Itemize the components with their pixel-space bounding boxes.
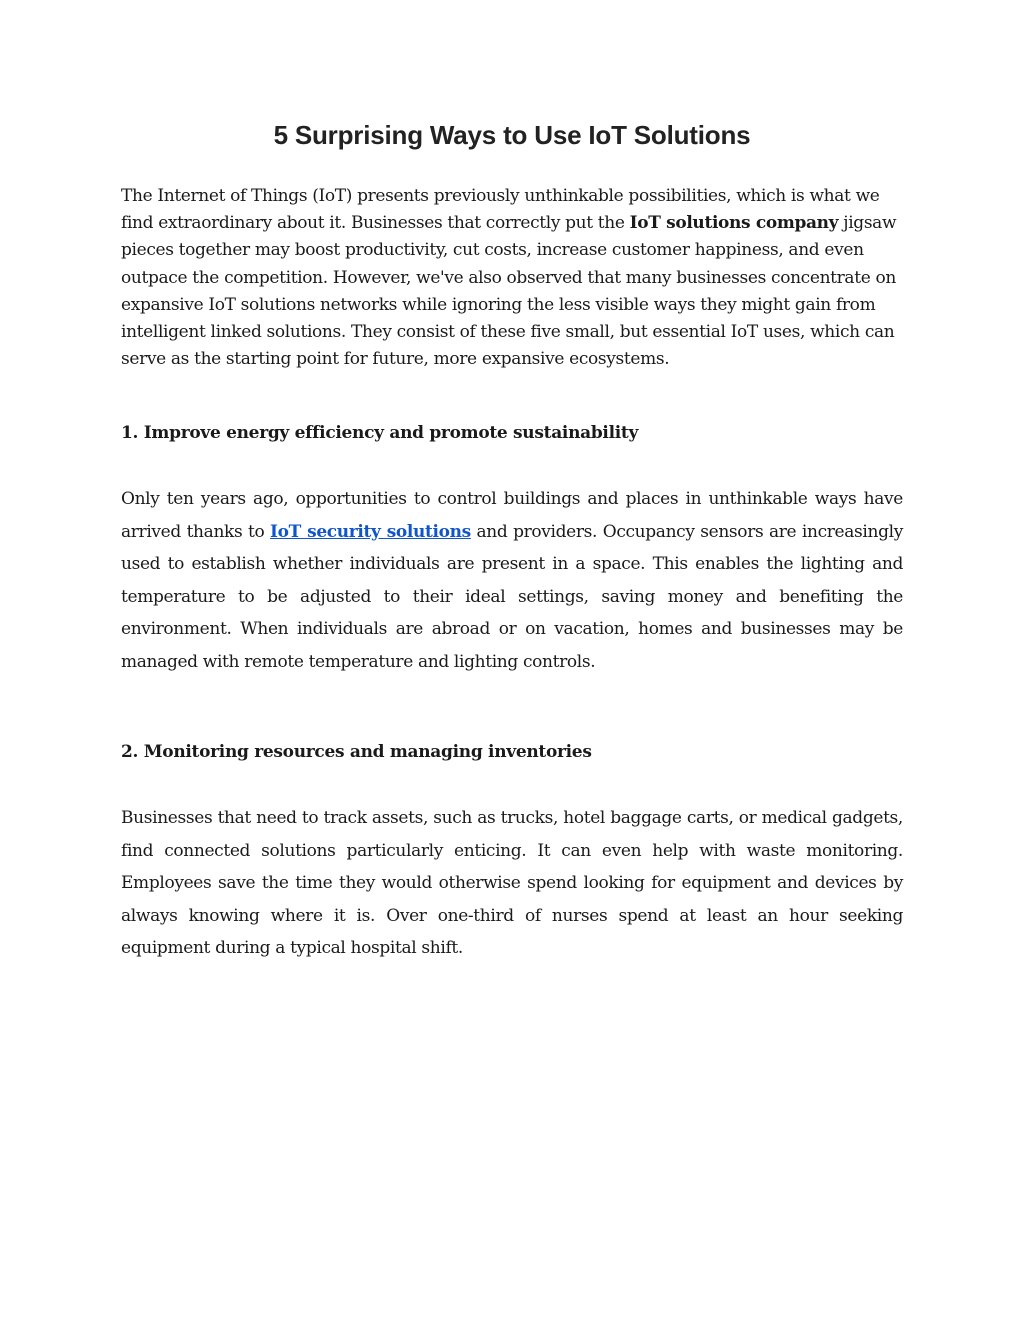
intro-text-start: The Internet of Things (IoT) presents previously unthinkable possibilities, which is what we find extraordinary about it. Businesses that correctly put the bbox=[121, 186, 880, 234]
iot-security-solutions-link[interactable]: IoT security solutions bbox=[270, 521, 471, 542]
section-energy-text-start: Only ten years ago, opportunities to control buildings and places in unthinkable ways have arrived thanks to bbox=[121, 489, 903, 542]
section-heading-monitoring: 2. Monitoring resources and managing inventories bbox=[121, 742, 592, 763]
document-title: 5 Surprising Ways to Use IoT Solutions bbox=[273, 120, 751, 150]
intro-text-end: jigsaw pieces together may boost productivity, cut costs, increase customer happiness, and even outpace the competition. However, we've also observed that many businesses concentrate on expansive IoT solutions networks while ignoring the less visible ways they might gain from intelligent linked solutions. They consist of these five small, but essential IoT uses, which can serve as the starting point for future, more expansive ecosystems. bbox=[121, 213, 897, 370]
document-content bbox=[121, 120, 903, 965]
section-body-monitoring: Businesses that need to track assets, such as trucks, hotel baggage carts, or medical gadgets, find connected solutions particularly enticing. It can even help with waste monitoring. Employees save the time they would otherwise spend looking for equipment and devices by always knowing where it is. Over one-third of nurses spend at least an hour seeking equipment during a typical hospital shift. bbox=[121, 808, 903, 959]
intro-bold-phrase: IoT solutions company bbox=[629, 213, 839, 234]
section-body-energy bbox=[121, 483, 903, 678]
section-energy-text-end: and providers. Occupancy sensors are increasingly used to establish whether individuals are present in a space. This enables the lighting and temperature to be adjusted to their ideal settings, saving money and benefiting the environment. When individuals are abroad or on vacation, homes and businesses may be managed with remote temperature and lighting controls. bbox=[121, 521, 903, 672]
intro-paragraph bbox=[121, 183, 903, 373]
section-heading-energy: 1. Improve energy efficiency and promote sustainability bbox=[121, 423, 639, 444]
